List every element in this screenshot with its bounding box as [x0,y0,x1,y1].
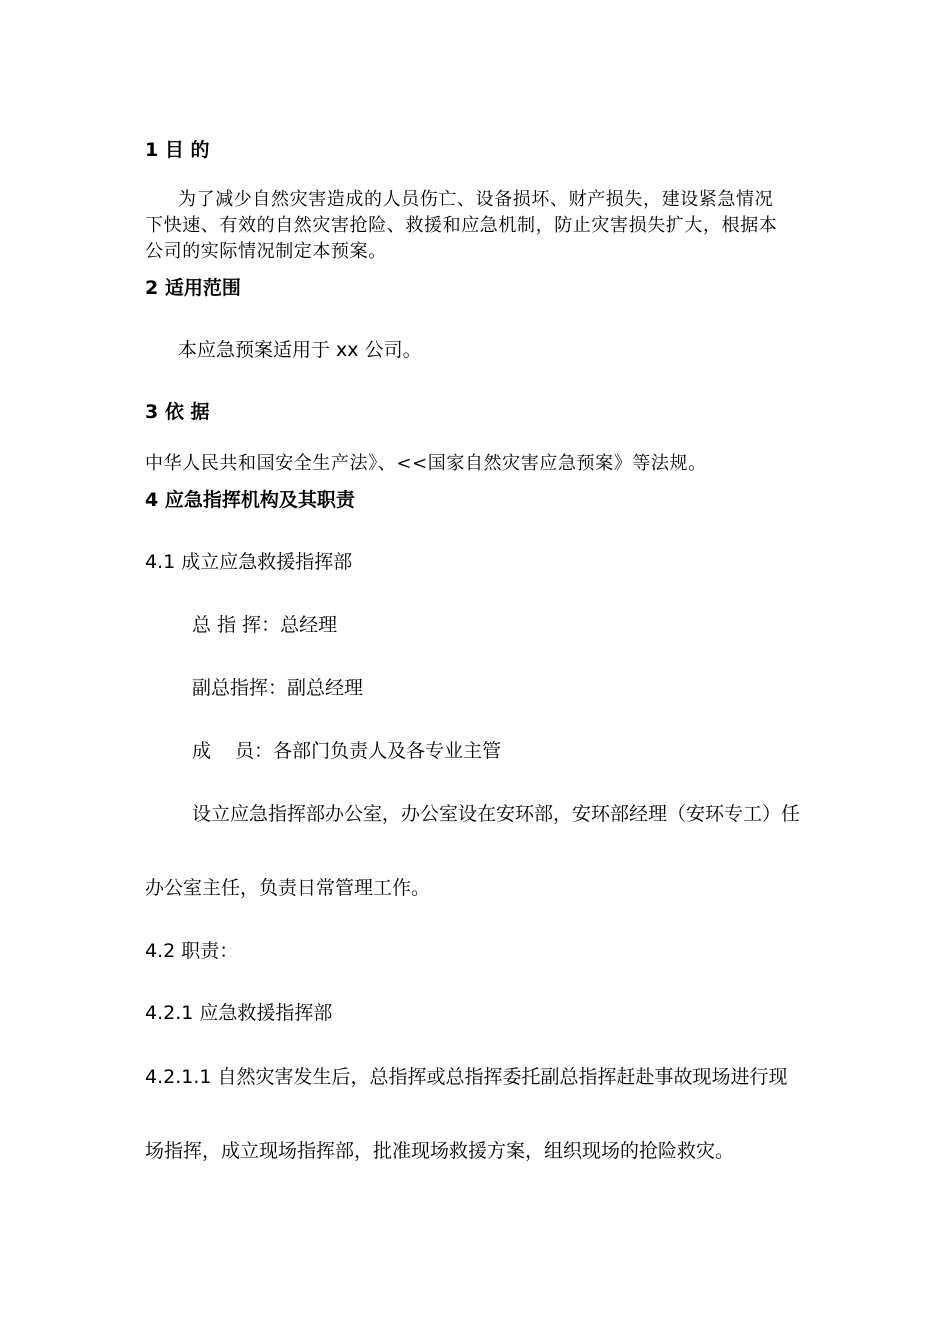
section-4-2-heading: 4.2 职责： [145,940,239,962]
item-4-2-1-1-line-2: 场指挥，成立现场指挥部，批准现场救援方案，组织现场的抢险救灾。 [145,1140,735,1162]
section-1-paragraph-line-1: 为了减少自然灾害造成的人员伤亡、设备损坏、财产损失，建设紧急情况 [178,189,774,210]
office-paragraph-line-1: 设立应急指挥部办公室，办公室设在安环部，安环部经理（安环专工）任 [192,803,801,825]
section-1-paragraph-line-3: 公司的实际情况制定本预案。 [145,241,387,262]
section-1-heading: 1 目 的 [145,139,210,161]
item-4-2-1-1-line-1: 4.2.1.1 自然灾害发生后，总指挥或总指挥委托副总指挥赶赴事故现场进行现 [145,1066,788,1088]
section-4-heading: 4 应急指挥机构及其职责 [145,489,355,511]
role-members: 成 员：各部门负责人及各专业主管 [192,740,502,762]
section-2-heading: 2 适用范围 [145,277,241,299]
role-commander: 总 指 挥：总经理 [192,614,338,636]
section-3-heading: 3 依 据 [145,401,210,423]
section-2-paragraph: 本应急预案适用于 xx 公司。 [178,339,422,361]
section-1-paragraph-line-2: 下快速、有效的自然灾害抢险、救援和应急机制，防止灾害损失扩大，根据本 [145,215,778,236]
section-4-1-heading: 4.1 成立应急救援指挥部 [145,551,353,573]
section-4-2-1-heading: 4.2.1 应急救援指挥部 [145,1002,333,1024]
office-paragraph-line-2: 办公室主任，负责日常管理工作。 [145,877,431,899]
role-deputy-commander: 副总指挥：副总经理 [192,677,364,699]
section-3-paragraph: 中华人民共和国安全生产法》、<<国家自然灾害应急预案》等法规。 [145,453,707,474]
